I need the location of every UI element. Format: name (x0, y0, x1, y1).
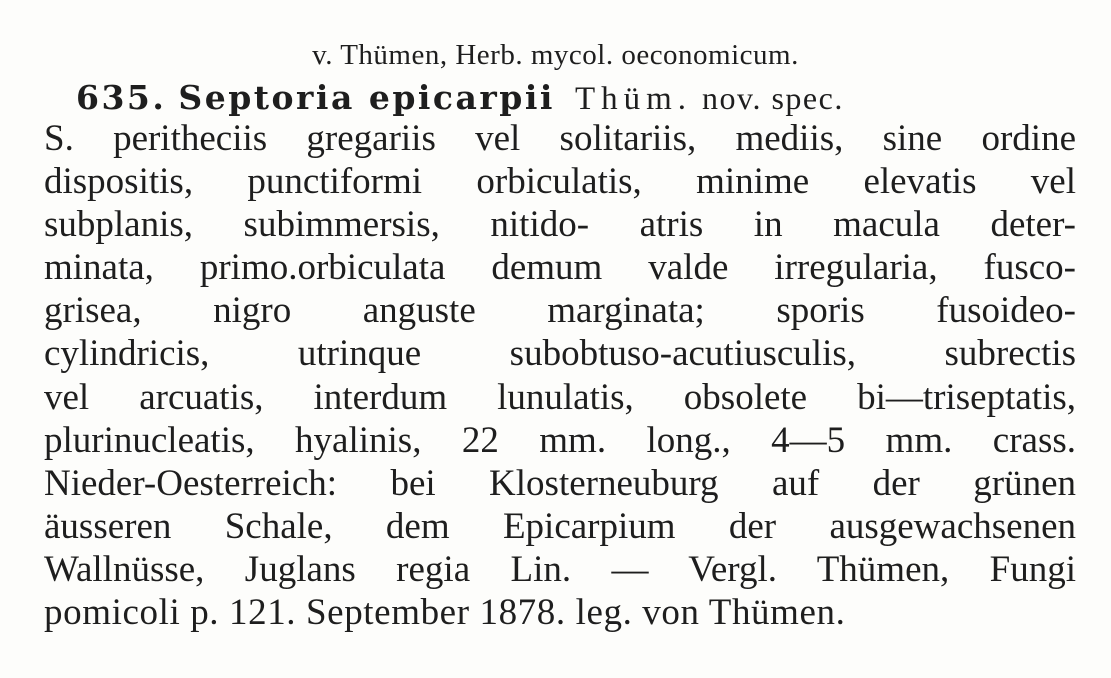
description-line: cylindricis, utrinque subobtuso-acutiusculis, subrectis (44, 333, 1076, 375)
species-name: Septoria epicarpii (178, 78, 555, 117)
description-line: grisea, nigro anguste marginata; sporis fusoideo- (44, 290, 1076, 332)
species-status: nov. spec. (702, 80, 844, 116)
description-line: dispositis, punctiformi orbiculatis, minime elevatis vel (44, 161, 1076, 203)
description-text (44, 117, 1076, 634)
description-line: plurinucleatis, hyalinis, 22 mm. long., 4—5 mm. crass. (44, 419, 1076, 461)
description-line: Nieder-Oesterreich: bei Klosterneuburg auf der grünen (44, 462, 1076, 504)
description-line: subplanis, subimmersis, nitido- atris in macula deter- (44, 204, 1076, 246)
description-line: Wallnüsse, Juglans regia Lin. — Vergl. Thümen, Fungi (44, 548, 1076, 590)
specimen-number: 635. (76, 78, 167, 117)
description-line: vel arcuatis, interdum lunulatis, obsolete bi—triseptatis, (44, 376, 1076, 418)
species-author: Thüm. (574, 81, 693, 117)
description-line: äusseren Schale, dem Epicarpium der ausgewachsenen (44, 505, 1076, 547)
description-line: S. peritheciis gregariis vel solitariis, mediis, sine ordine (44, 118, 1076, 159)
description-line: pomicoli p. 121. September 1878. leg. von Thümen. (44, 592, 846, 634)
series-header: v. Thümen, Herb. mycol. oeconomicum. (312, 39, 799, 71)
description-line: minata, primo.orbiculata demum valde irregularia, fusco- (44, 247, 1076, 289)
